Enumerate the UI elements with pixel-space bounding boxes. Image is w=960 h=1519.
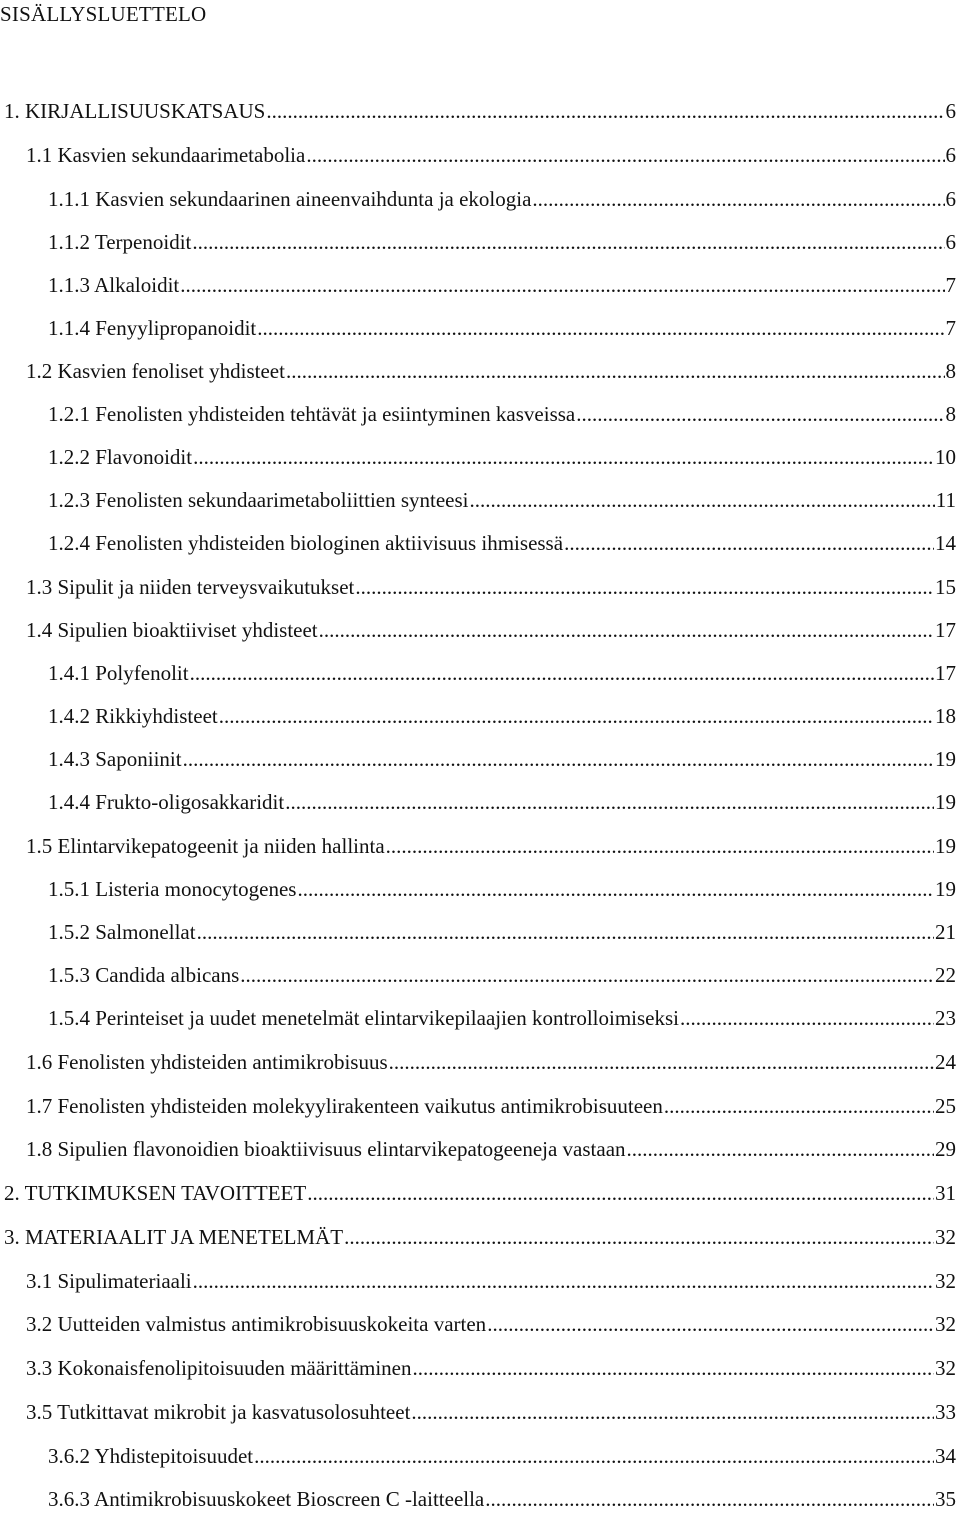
toc-entry-label: 1.5.4 Perinteiset ja uudet menetelmät elintarvikepilaajien kontrolloimiseksi: [48, 1003, 679, 1033]
toc-entry-page-number: 32: [935, 1312, 956, 1336]
toc-entry[interactable]: [26, 1397, 956, 1427]
toc-entry-label: 3.1 Sipulimateriaali: [26, 1266, 192, 1296]
toc-entry[interactable]: [48, 787, 956, 817]
toc-entry-label: 1.1.2 Terpenoidit: [48, 227, 191, 257]
toc-entry-label: 1.2 Kasvien fenoliset yhdisteet: [26, 356, 285, 386]
toc-dot-leader: [286, 356, 945, 386]
toc-dot-leader: [319, 615, 934, 645]
toc-entry[interactable]: [48, 960, 956, 990]
toc-entry[interactable]: [26, 1091, 956, 1121]
toc-entry-page-number: 7: [945, 273, 956, 297]
toc-entry-label: 1.5.2 Salmonellat: [48, 917, 196, 947]
toc-entry-label: 1.4.2 Rikkiyhdisteet: [48, 701, 218, 731]
toc-dot-leader: [192, 227, 944, 257]
toc-dot-leader: [297, 874, 934, 904]
toc-entry[interactable]: [48, 270, 956, 300]
toc-entry-page-number: 8: [945, 402, 956, 426]
toc-dot-leader: [386, 831, 934, 861]
toc-dot-leader: [307, 1178, 934, 1208]
toc-entry[interactable]: [26, 1353, 956, 1383]
toc-entry-page-number: 18: [935, 704, 956, 728]
toc-entry-label: 1.1.3 Alkaloidit: [48, 270, 179, 300]
toc-entry-page-number: 11: [935, 488, 956, 512]
toc-entry-page-number: 14: [935, 531, 956, 555]
toc-dot-leader: [627, 1134, 934, 1164]
toc-dot-leader: [532, 184, 944, 214]
toc-entry-label: 1.6 Fenolisten yhdisteiden antimikrobisuus: [26, 1047, 388, 1077]
toc-dot-leader: [355, 572, 934, 602]
toc-entry-label: 1.2.4 Fenolisten yhdisteiden biologinen aktiivisuus ihmisessä: [48, 528, 563, 558]
toc-entry-label: 1.4.3 Saponiinit: [48, 744, 182, 774]
toc-entry[interactable]: [48, 1441, 956, 1471]
toc-entry-label: 1.2.1 Fenolisten yhdisteiden tehtävät ja esiintyminen kasveissa: [48, 399, 575, 429]
toc-entry[interactable]: [26, 831, 956, 861]
toc-entry-label: 2. TUTKIMUKSEN TAVOITTEET: [4, 1178, 306, 1208]
toc-entry-page-number: 25: [935, 1094, 956, 1118]
toc-entry-page-number: 35: [935, 1487, 956, 1511]
toc-dot-leader: [413, 1353, 934, 1383]
toc-entry-page-number: 19: [935, 747, 956, 771]
toc-entry-label: 1.1.4 Fenyylipropanoidit: [48, 313, 256, 343]
toc-dot-leader: [183, 744, 934, 774]
toc-entry-label: 3.3 Kokonaisfenolipitoisuuden määrittäminen: [26, 1353, 412, 1383]
toc-dot-leader: [485, 1484, 934, 1514]
toc-entry-page-number: 19: [935, 790, 956, 814]
toc-dot-leader: [487, 1309, 934, 1339]
toc-dot-leader: [193, 442, 934, 472]
toc-entry[interactable]: [48, 917, 956, 947]
toc-entry-page-number: 33: [935, 1400, 956, 1424]
toc-entry-page-number: 10: [935, 445, 956, 469]
toc-entry-page-number: 32: [935, 1269, 956, 1293]
toc-entry-page-number: 6: [945, 99, 956, 123]
toc-entry[interactable]: [48, 658, 956, 688]
toc-dot-leader: [389, 1047, 934, 1077]
toc-entry-label: 3. MATERIAALIT JA MENETELMÄT: [4, 1222, 343, 1252]
toc-dot-leader: [257, 313, 944, 343]
toc-dot-leader: [219, 701, 934, 731]
toc-entry-label: 1.5.3 Candida albicans: [48, 960, 239, 990]
toc-dot-leader: [197, 917, 934, 947]
toc-dot-leader: [576, 399, 944, 429]
toc-dot-leader: [240, 960, 934, 990]
toc-entry-label: 1.1 Kasvien sekundaarimetabolia: [26, 140, 305, 170]
toc-entry-page-number: 24: [935, 1050, 956, 1074]
toc-entry-label: 1.8 Sipulien flavonoidien bioaktiivisuus elintarvikepatogeeneja vastaan: [26, 1134, 626, 1164]
toc-entry-label: 1.7 Fenolisten yhdisteiden molekyylirakenteen vaikutus antimikrobisuuteen: [26, 1091, 663, 1121]
toc-entry-page-number: 22: [935, 963, 956, 987]
toc-entry[interactable]: [48, 874, 956, 904]
toc-entry-page-number: 23: [935, 1006, 956, 1030]
toc-entry-page-number: 17: [935, 661, 956, 685]
toc-dot-leader: [180, 270, 944, 300]
toc-entry-label: 1.4.4 Frukto-oligosakkaridit: [48, 787, 284, 817]
toc-entry-label: 1.4.1 Polyfenolit: [48, 658, 189, 688]
toc-dot-leader: [193, 1266, 934, 1296]
toc-entry-label: 1. KIRJALLISUUSKATSAUS: [4, 96, 265, 126]
toc-dot-leader: [680, 1003, 934, 1033]
toc-entry[interactable]: [48, 399, 956, 429]
toc-entry-label: 1.2.2 Flavonoidit: [48, 442, 192, 472]
toc-dot-leader: [564, 528, 934, 558]
toc-entry[interactable]: [4, 1178, 956, 1208]
toc-entry-page-number: 6: [945, 187, 956, 211]
toc-entry-page-number: 34: [935, 1444, 956, 1468]
toc-entry-page-number: 19: [935, 877, 956, 901]
toc-entry[interactable]: [48, 701, 956, 731]
toc-entry-page-number: 21: [935, 920, 956, 944]
toc-dot-leader: [266, 96, 944, 126]
toc-entry[interactable]: [48, 485, 956, 515]
toc-entry[interactable]: [26, 140, 956, 170]
toc-entry[interactable]: [48, 442, 956, 472]
toc-entry[interactable]: [48, 184, 956, 214]
toc-entry[interactable]: [26, 572, 956, 602]
toc-entry-page-number: 15: [935, 575, 956, 599]
toc-entry[interactable]: [48, 1484, 956, 1514]
toc-entry-label: 3.2 Uutteiden valmistus antimikrobisuuskokeita varten: [26, 1309, 486, 1339]
toc-entry-page-number: 32: [935, 1225, 956, 1249]
toc-entry[interactable]: [26, 1134, 956, 1164]
toc-entry-page-number: 17: [935, 618, 956, 642]
toc-title: SISÄLLYSLUETTELO: [0, 2, 207, 26]
toc-entry-page-number: 8: [945, 359, 956, 383]
toc-dot-leader: [664, 1091, 934, 1121]
toc-entry-page-number: 6: [945, 143, 956, 167]
toc-dot-leader: [190, 658, 934, 688]
toc-entry-label: 3.6.2 Yhdistepitoisuudet: [48, 1441, 253, 1471]
toc-entry[interactable]: [4, 96, 956, 126]
toc-entry[interactable]: [48, 528, 956, 558]
toc-entry-page-number: 32: [935, 1356, 956, 1380]
toc-entry[interactable]: [26, 1266, 956, 1296]
toc-entry[interactable]: [48, 1003, 956, 1033]
toc-dot-leader: [344, 1222, 934, 1252]
toc-entry[interactable]: [26, 1309, 956, 1339]
toc-entry-page-number: 19: [935, 834, 956, 858]
toc-entry-label: 1.5.1 Listeria monocytogenes: [48, 874, 296, 904]
toc-entry-page-number: 6: [945, 230, 956, 254]
toc-entry-label: 1.1.1 Kasvien sekundaarinen aineenvaihdunta ja ekologia: [48, 184, 531, 214]
toc-entry-label: 3.5 Tutkittavat mikrobit ja kasvatusolosuhteet: [26, 1397, 410, 1427]
toc-entry[interactable]: [26, 356, 956, 386]
toc-entry[interactable]: [26, 615, 956, 645]
toc-entry[interactable]: [48, 227, 956, 257]
toc-dot-leader: [411, 1397, 934, 1427]
toc-entry-label: 3.6.3 Antimikrobisuuskokeet Bioscreen C -laitteella: [48, 1484, 484, 1514]
toc-entry[interactable]: [26, 1047, 956, 1077]
toc-entry-page-number: 29: [935, 1137, 956, 1161]
toc-dot-leader: [254, 1441, 934, 1471]
toc-entry-label: 1.4 Sipulien bioaktiiviset yhdisteet: [26, 615, 318, 645]
toc-entry-page-number: 7: [945, 316, 956, 340]
toc-entry-label: 1.5 Elintarvikepatogeenit ja niiden hallinta: [26, 831, 385, 861]
toc-entry[interactable]: [48, 744, 956, 774]
toc-entry[interactable]: [48, 313, 956, 343]
toc-entry-page-number: 31: [935, 1181, 956, 1205]
toc-dot-leader: [306, 140, 944, 170]
toc-dot-leader: [285, 787, 934, 817]
toc-entry[interactable]: [4, 1222, 956, 1252]
toc-entry-label: 1.2.3 Fenolisten sekundaarimetaboliittien synteesi: [48, 485, 469, 515]
toc-dot-leader: [470, 485, 935, 515]
toc-entry-label: 1.3 Sipulit ja niiden terveysvaikutukset: [26, 572, 354, 602]
